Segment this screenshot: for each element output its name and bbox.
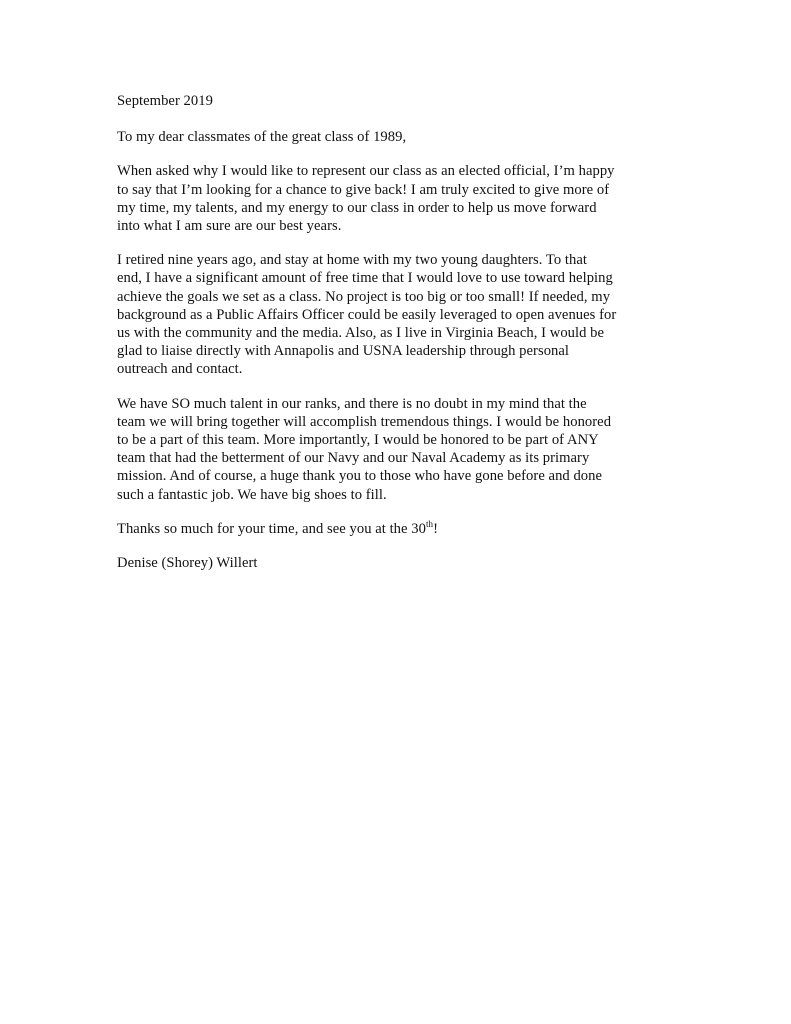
- paragraph-line: glad to liaise directly with Annapolis and USNA leadership through personal: [117, 343, 570, 360]
- paragraph-line: team we will bring together will accomplish tremendous things. I would be honored: [117, 413, 612, 430]
- closing-superscript: th: [425, 519, 434, 529]
- paragraph-line: When asked why I would like to represent our class as an elected official, I’m happy: [117, 163, 615, 180]
- paragraph-line: into what I am sure are our best years.: [117, 218, 342, 235]
- paragraph-line: to say that I’m looking for a chance to give back! I am truly excited to give more of: [117, 181, 610, 198]
- letter-date: September 2019: [117, 93, 213, 109]
- paragraph-line: team that had the betterment of our Navy and our Naval Academy as its primary: [117, 450, 590, 467]
- letter-salutation: To my dear classmates of the great class of 1989,: [117, 129, 407, 146]
- paragraph-line: background as a Public Affairs Officer could be easily leveraged to open avenues for: [117, 306, 617, 323]
- closing-text: Thanks so much for your time, and see you at the 30: [117, 520, 426, 537]
- paragraph-line: such a fantastic job. We have big shoes to fill.: [117, 486, 387, 503]
- paragraph-line: us with the community and the media. Also, as I live in Virginia Beach, I would be: [117, 325, 605, 342]
- closing-line: [117, 520, 687, 538]
- paragraph-2: [117, 251, 687, 378]
- paragraph-line: my time, my talents, and my energy to our class in order to help us move forward: [117, 199, 597, 216]
- paragraph-3: [117, 395, 687, 504]
- paragraph-1: [117, 162, 687, 235]
- paragraph-line: outreach and contact.: [117, 361, 243, 378]
- paragraph-line: to be a part of this team. More importantly, I would be honored to be part of ANY: [117, 432, 599, 449]
- paragraph-line: end, I have a significant amount of free time that I would love to use toward helping: [117, 270, 613, 287]
- letter-body: [117, 92, 687, 588]
- paragraph-line: We have SO much talent in our ranks, and there is no doubt in my mind that the: [117, 395, 587, 412]
- paragraph-line: achieve the goals we set as a class. No project is too big or too small! If needed, my: [117, 288, 611, 305]
- paragraph-line: I retired nine years ago, and stay at home with my two young daughters. To that: [117, 252, 587, 269]
- closing-end: !: [433, 520, 438, 537]
- paragraph-line: mission. And of course, a huge thank you to those who have gone before and done: [117, 468, 603, 485]
- signature: Denise (Shorey) Willert: [117, 555, 258, 572]
